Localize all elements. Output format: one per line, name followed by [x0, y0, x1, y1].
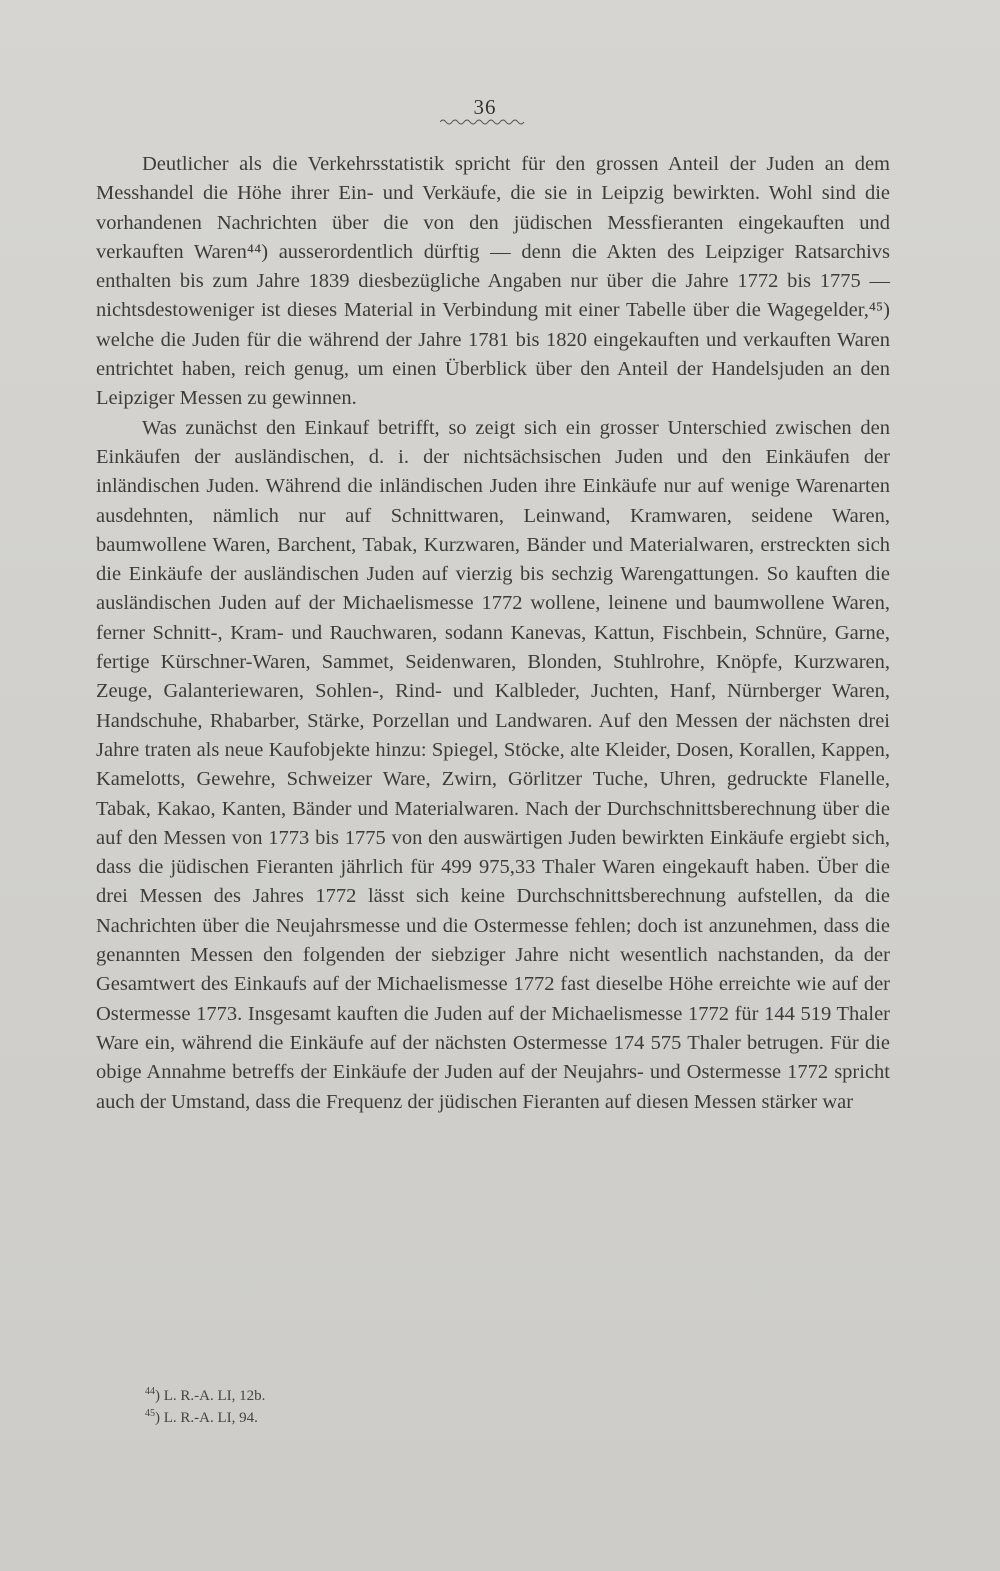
wavy-ornament-icon	[440, 118, 525, 126]
footnote-text: L. R.-A. LI, 94.	[163, 1410, 258, 1426]
footnote: $^{44}$) L. R.-A. LI, 12b.	[145, 1386, 266, 1404]
footnotes	[145, 1383, 265, 1427]
footnote: $^{45}$) L. R.-A. LI, 94.	[145, 1408, 258, 1426]
paragraph: Was zunächst den Einkauf betrifft, so zeigt sich ein grosser Unterschied zwischen den Einkäufen der ausländischen, d. i. der nichtsächsischen Juden und den Einkäufen der inländischen Juden. Während die inländischen Juden ihre Einkäufe nur auf wenige Warenarten ausdehnten, nämlich nur auf Schnittwaren, Leinwand, Kramwaren, seidene Waren, baumwollene Waren, Barchent, Tabak, Kurzwaren, Bänder und Materialwaren, erstreckten sich die Einkäufe der ausländischen Juden auf vierzig bis sechzig Warengattungen. So kauften die ausländischen Juden auf der Michaelismesse 1772 wollene, leinene und baumwollene Waren, ferner Schnitt-, Kram- und Rauchwaren, sodann Kanevas, Kattun, Fischbein, Schnüre, Garne, fertige Kürschner-Waren, Sammet, Seidenwaren, Blonden, Stuhlrohre, Knöpfe, Kurzwaren, Zeuge, Galanteriewaren, Sohlen-, Rind- und Kalbleder, Juchten, Hanf, Nürnberger Waren, Handschuhe, Rhabarber, Stärke, Porzellan und Landwaren. Auf den Messen der nächsten drei Jahre traten als neue Kaufobjekte hinzu: Spiegel, Stöcke, alte Kleider, Dosen, Korallen, Kappen, Kamelotts, Gewehre, Schweizer Ware, Zwirn, Görlitzer Tuche, Uhren, gedruckte Flanelle, Tabak, Kakao, Kanten, Bänder und Materialwaren. Nach der Durchschnittsberechnung über die auf den Messen von 1773 bis 1775 von den auswärtigen Juden bewirkten Einkäufe ergiebt sich, dass die jüdischen Fieranten jährlich für 499 975,33 Thaler Waren eingekauft haben. Über die drei Messen des Jahres 1772 lässt sich keine Durchschnittsberechnung aufstellen, da die Nachrichten über die Neujahrsmesse und die Ostermesse fehlen; doch ist anzunehmen, dass die genannten Messen den folgenden der siebziger Jahre nicht wesentlich nachstanden, da der Gesamtwert des Einkaufs auf der Michaelismesse 1772 fast dieselbe Höhe erreichte wie auf der Ostermesse 1773. Insgesamt kauften die Juden auf der Michaelismesse 1772 für 144 519 Thaler Ware ein, während die Einkäufe auf der nächsten Ostermesse 174 575 Thaler betrugen. Für die obige Annahme betreffs der Einkäufe der Juden auf der Neujahrs- und Ostermesse 1772 spricht auch der Umstand, dass die Frequenz der jüdischen Fieranten auf diesen Messen stärker war	[96, 416, 890, 1113]
footnote-text: L. R.-A. LI, 12b.	[163, 1388, 266, 1404]
footnote-mark: 44	[145, 1386, 155, 1397]
main-text	[96, 150, 890, 1117]
footnote-mark: 45	[145, 1408, 155, 1419]
paragraph: Deutlicher als die Verkehrsstatistik spricht für den grossen Anteil der Juden an dem Messhandel die Höhe ihrer Ein- und Verkäufe, die sie in Leipzig bewirkten. Wohl sind die vorhandenen Nachrichten über die von den jüdischen Messfieranten eingekauften und verkauften Waren⁴⁴) ausserordentlich dürftig — denn die Akten des Leipziger Ratsarchivs enthalten bis zum Jahre 1839 diesbezügliche Angaben nur über die Jahre 1772 bis 1775 — nichtsdestoweniger ist dieses Material in Verbindung mit einer Tabelle über die Wagegelder,⁴⁵) welche die Juden für die während der Jahre 1781 bis 1820 eingekauften und verkauften Waren entrichtet haben, reich genug, um einen Überblick über den Anteil der Handelsjuden an den Leipziger Messen zu gewinnen.	[96, 153, 890, 410]
page-number: 36	[473, 95, 497, 119]
